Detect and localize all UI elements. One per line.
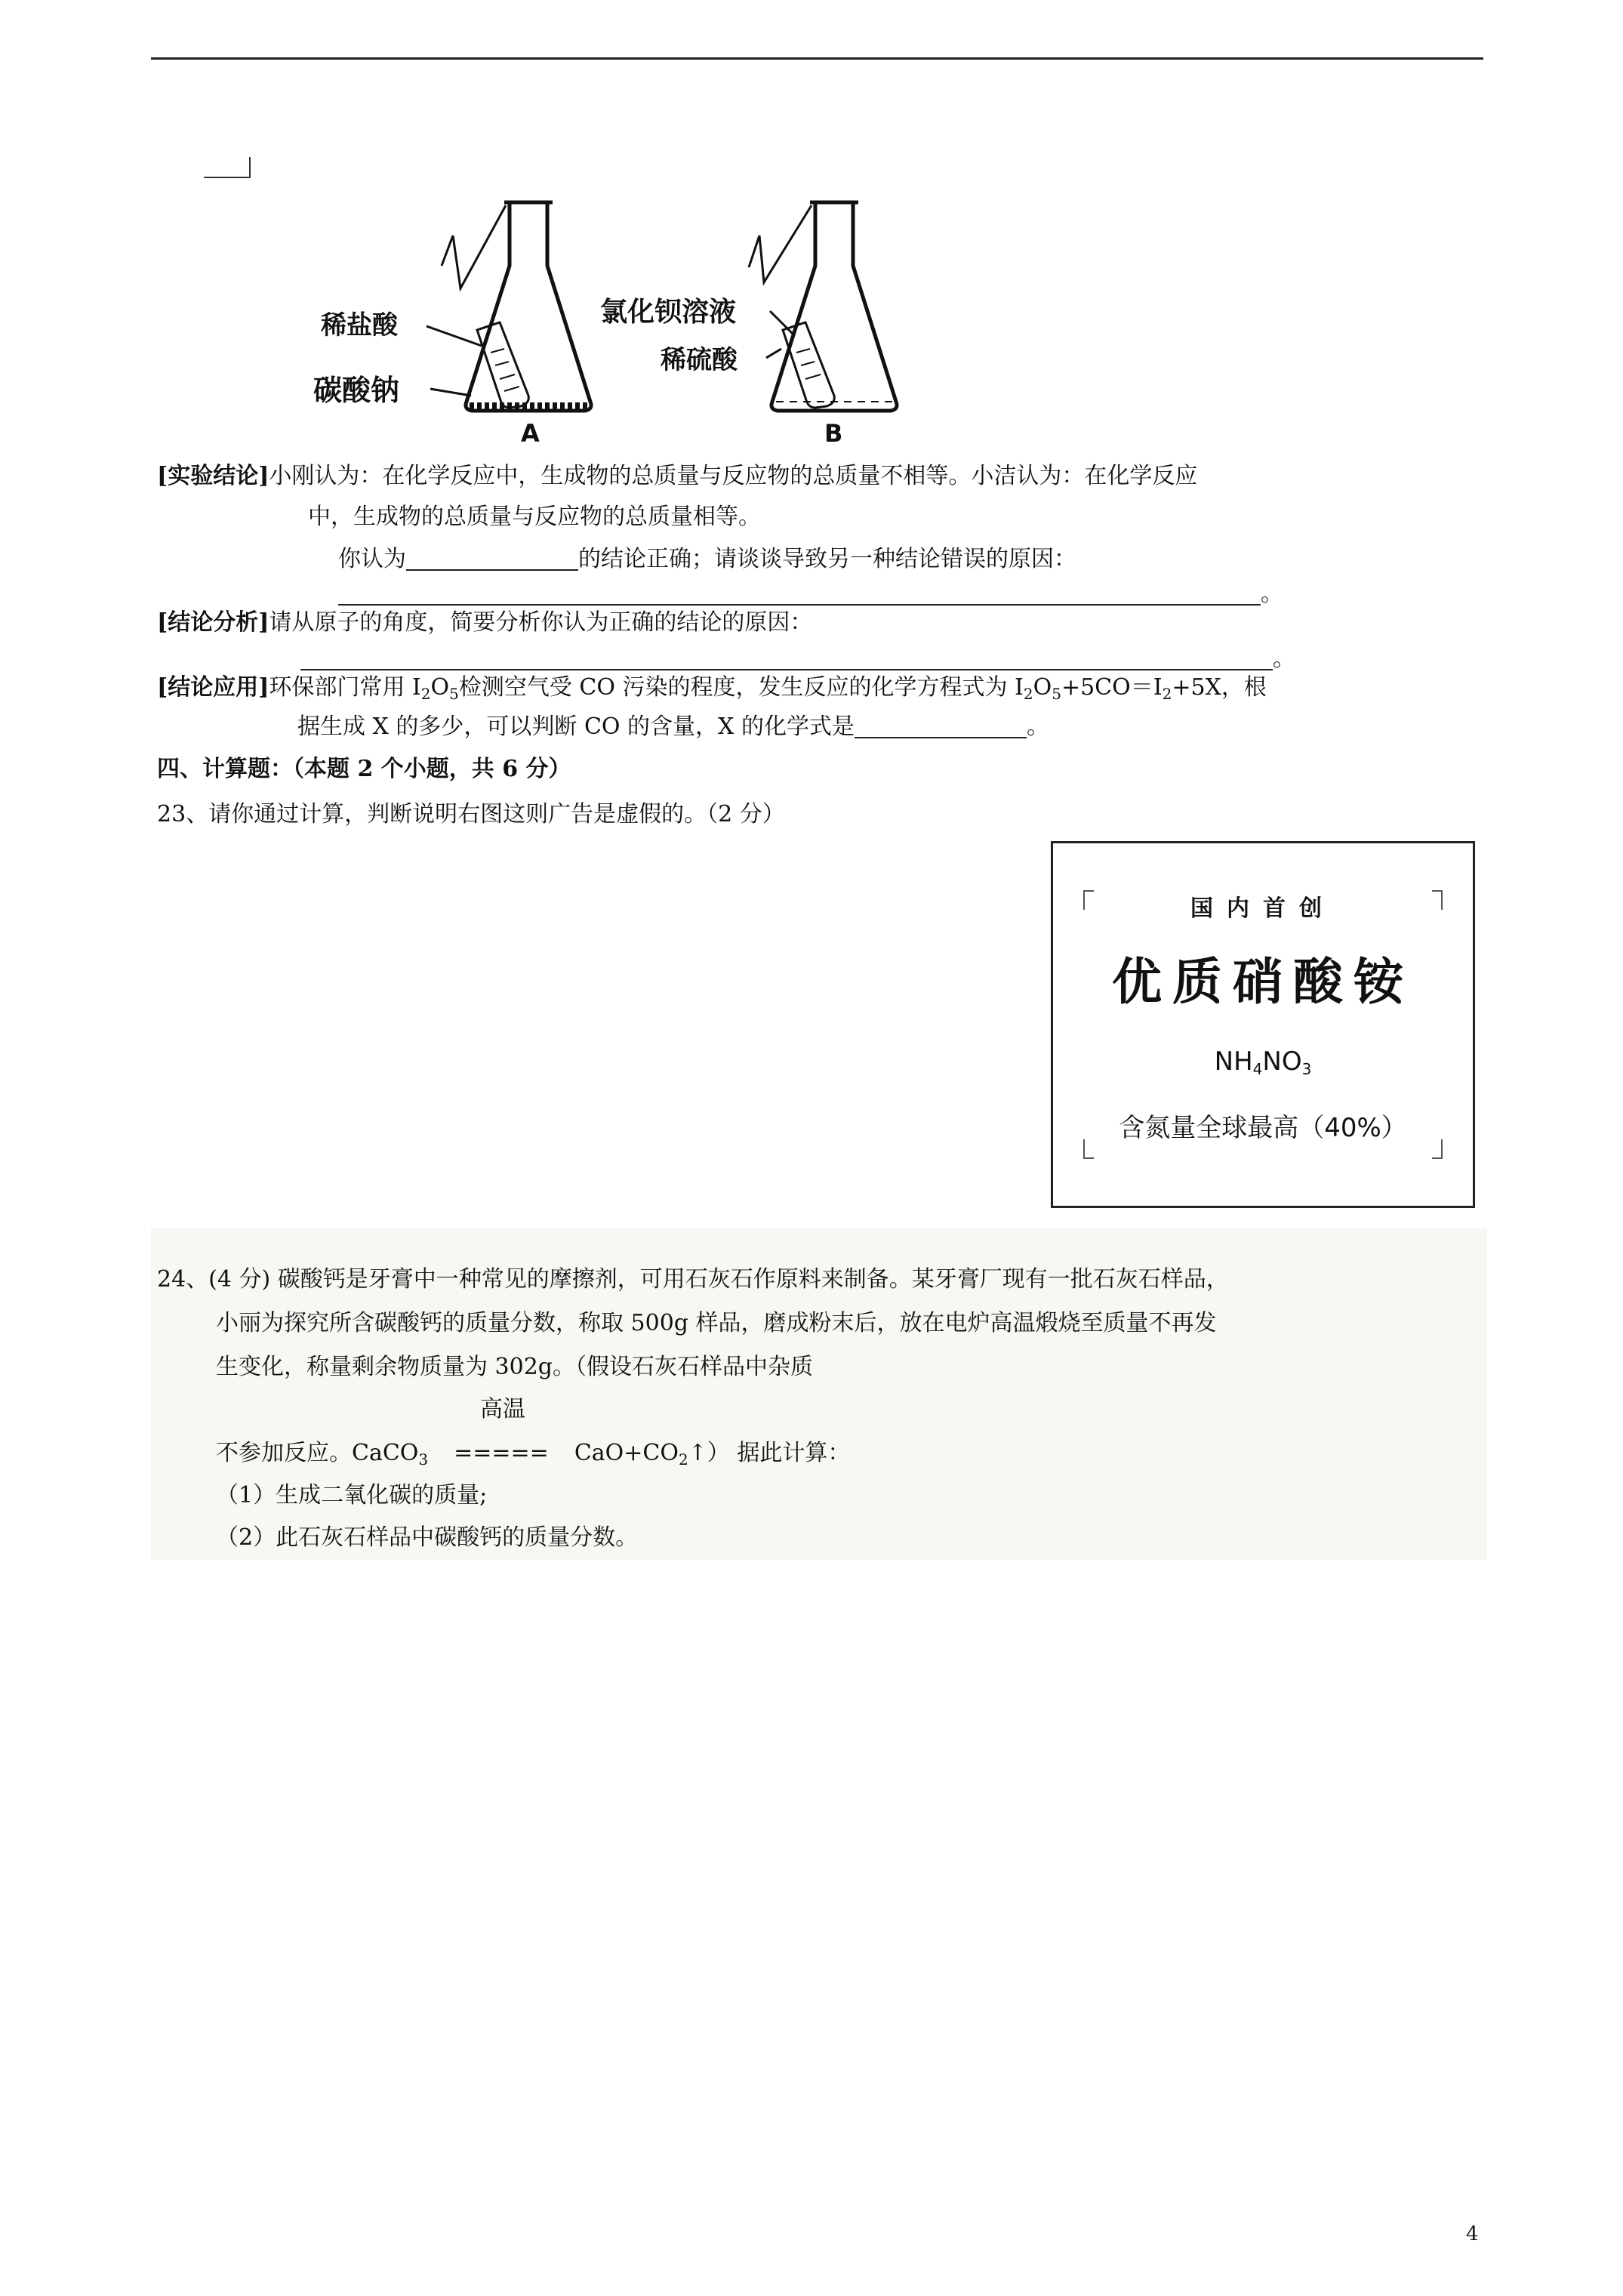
flask-a bbox=[442, 202, 591, 411]
question-24-line-3: 生变化，称量剩余物质量为 302g。（假设石灰石样品中杂质 bbox=[216, 1354, 814, 1380]
question-24-sub-2: （2）此石灰石样品中碳酸钙的质量分数。 bbox=[216, 1524, 639, 1551]
flask-b-label-bacl2: 氯化钡溶液 bbox=[600, 297, 737, 328]
conclusion-tag: [实验结论] bbox=[157, 463, 269, 489]
header-rule bbox=[151, 57, 1483, 60]
ad-top-text: 国内首创 bbox=[1190, 895, 1335, 922]
flask-a-caption: A bbox=[521, 419, 540, 448]
ad-image bbox=[1051, 841, 1475, 1208]
page-number: 4 bbox=[1466, 2223, 1479, 2245]
question-23: 23、请你通过计算，判断说明右图这则广告是虚假的。（2 分） bbox=[157, 801, 785, 827]
equation-arrow: ===== bbox=[454, 1440, 549, 1466]
flask-b-caption: B bbox=[824, 419, 843, 448]
analysis-text-1: 请从原子的角度，简要分析你认为正确的结论的原因： bbox=[269, 609, 813, 636]
flask-a-label-acid: 稀盐酸 bbox=[321, 310, 398, 341]
conclusion-line-4 bbox=[338, 581, 1283, 606]
conclusion-line-1 bbox=[157, 465, 1197, 488]
conclusion-text-3a: 你认为 bbox=[338, 546, 406, 572]
question-24-equation: 不参加反应。CaCO$_3$ ===== $CaO+CO_2↑$） 据此计算： bbox=[216, 1440, 851, 1469]
application-tag: [结论应用] bbox=[157, 674, 269, 701]
analysis-line-1 bbox=[157, 609, 813, 636]
question-24-line-1: 24、(4 分) 碳酸钙是牙膏中一种常见的摩擦剂，可用石灰石作原料来制备。某牙膏厂现有一批石灰石样品， bbox=[157, 1266, 1229, 1293]
application-line-1: [结论应用]环保部门常用 $I_2O_5$检测空气受 CO 污染的程度，发生反应的化学方程式为 $I_2O_5+5CO=I_2+5X$，根 bbox=[157, 674, 1267, 703]
conclusion-line-2: 中，生成物的总质量与反应物的总质量相等。 bbox=[308, 504, 761, 530]
ad-claim: 含氮量全球最高（40%） bbox=[1119, 1113, 1407, 1143]
conclusion-end: 。 bbox=[1261, 581, 1283, 607]
analysis-tag: [结论分析] bbox=[157, 609, 269, 636]
flask-a-label-carbonate: 碳酸钠 bbox=[313, 374, 400, 407]
ad-formula: $NH_4NO_3$ bbox=[1214, 1046, 1312, 1078]
ad-corner-bl bbox=[1083, 1139, 1094, 1159]
reaction-condition: 高温 bbox=[480, 1396, 525, 1422]
conclusion-line-3 bbox=[338, 547, 1076, 571]
analysis-end: 。 bbox=[1273, 646, 1295, 672]
analysis-line-2 bbox=[300, 646, 1295, 670]
conclusion-text-1: 小刚认为：在化学反应中，生成物的总质量与反应物的总质量不相等。小洁认为：在化学反应 bbox=[269, 463, 1198, 489]
question-24-line-2: 小丽为探究所含碳酸钙的质量分数，称取 500g 样品，磨成粉末后，放在电炉高温煅烧至质量不再发 bbox=[216, 1310, 1217, 1336]
application-line-2: 据生成 X 的多少，可以判断 CO 的含量，X 的化学式是 。 bbox=[297, 713, 1049, 740]
answer-blank-atomic[interactable] bbox=[300, 646, 1273, 670]
flask-b-label-h2so4: 稀硫酸 bbox=[661, 345, 738, 375]
section-4-title: 四、计算题：（本题 2 个小题，共 6 分） bbox=[157, 756, 571, 782]
conclusion-text-3b: 的结论正确；请谈谈导致另一种结论错误的原因： bbox=[578, 546, 1076, 572]
ad-title: 优质硝酸铵 bbox=[1112, 952, 1414, 1011]
answer-blank-who[interactable] bbox=[406, 547, 578, 571]
answer-blank-reason[interactable] bbox=[338, 581, 1261, 606]
question-24-sub-1: （1）生成二氧化碳的质量; bbox=[216, 1482, 488, 1509]
flask-b bbox=[749, 202, 897, 411]
ad-corner-br bbox=[1432, 1139, 1443, 1159]
corner-mark bbox=[204, 157, 251, 178]
answer-blank-formula[interactable] bbox=[855, 714, 1027, 738]
